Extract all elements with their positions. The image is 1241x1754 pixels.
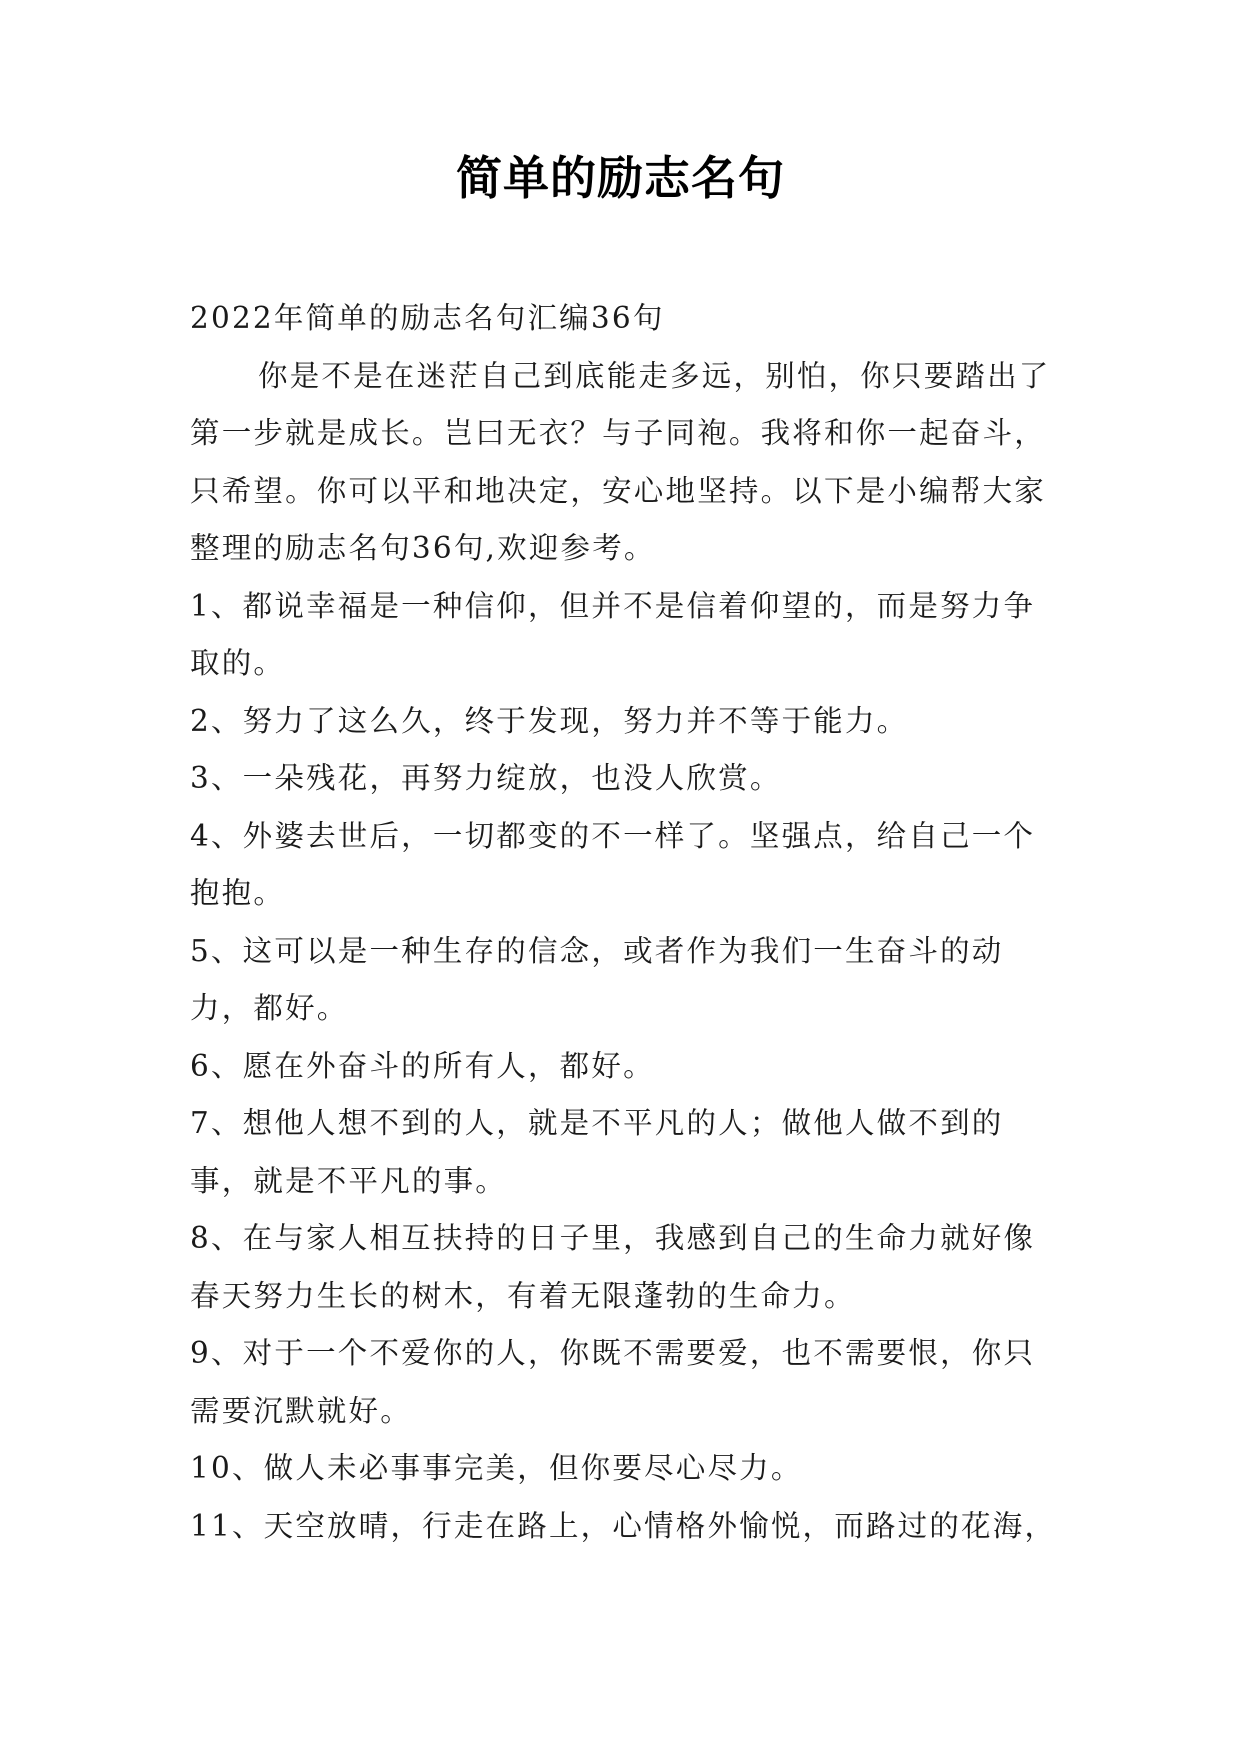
document-body [190,290,1060,1555]
quote-item-10: 10、做人未必事事完美，但你要尽心尽力。 [190,1451,803,1485]
quote-item-7: 7、想他人想不到的人，就是不平凡的人；做他人做不到的事，就是不平凡的事。 [190,1106,1004,1198]
quote-item-8: 8、在与家人相互扶持的日子里，我感到自己的生命力就好像春天努力生长的树木，有着无限蓬勃的生命力。 [190,1221,1036,1313]
quote-item-1: 1、都说幸福是一种信仰，但并不是信着仰望的，而是努力争取的。 [190,588,1036,680]
quote-item-11: 11、天空放晴，行走在路上，心情格外愉悦，而路过的花海， [190,1508,1057,1543]
document-subtitle: 2022年简单的励志名句汇编36句 [190,301,665,335]
quote-item-4: 4、外婆去世后，一切都变的不一样了。坚强点，给自己一个抱抱。 [190,818,1036,910]
document-title: 简单的励志名句 [456,151,785,205]
quote-item-9: 9、对于一个不爱你的人，你既不需要爱，也不需要恨，你只需要沉默就好。 [190,1336,1036,1428]
intro-paragraph: 你是不是在迷茫自己到底能走多远，别怕，你只要踏出了第一步就是成长。岂曰无衣？与子同袍。我将和你一起奋斗，只希望。你可以平和地决定，安心地坚持。以下是小编帮大家整理的励志名句36句,欢迎参考。 [190,358,1051,565]
quote-item-2: 2、努力了这么久，终于发现，努力并不等于能力。 [190,703,909,738]
quote-item-3: 3、一朵残花，再努力绽放，也没人欣赏。 [190,761,782,795]
quote-item-6: 6、愿在外奋斗的所有人，都好。 [190,1048,655,1083]
quote-item-5: 5、这可以是一种生存的信念，或者作为我们一生奋斗的动力，都好。 [190,933,1004,1025]
